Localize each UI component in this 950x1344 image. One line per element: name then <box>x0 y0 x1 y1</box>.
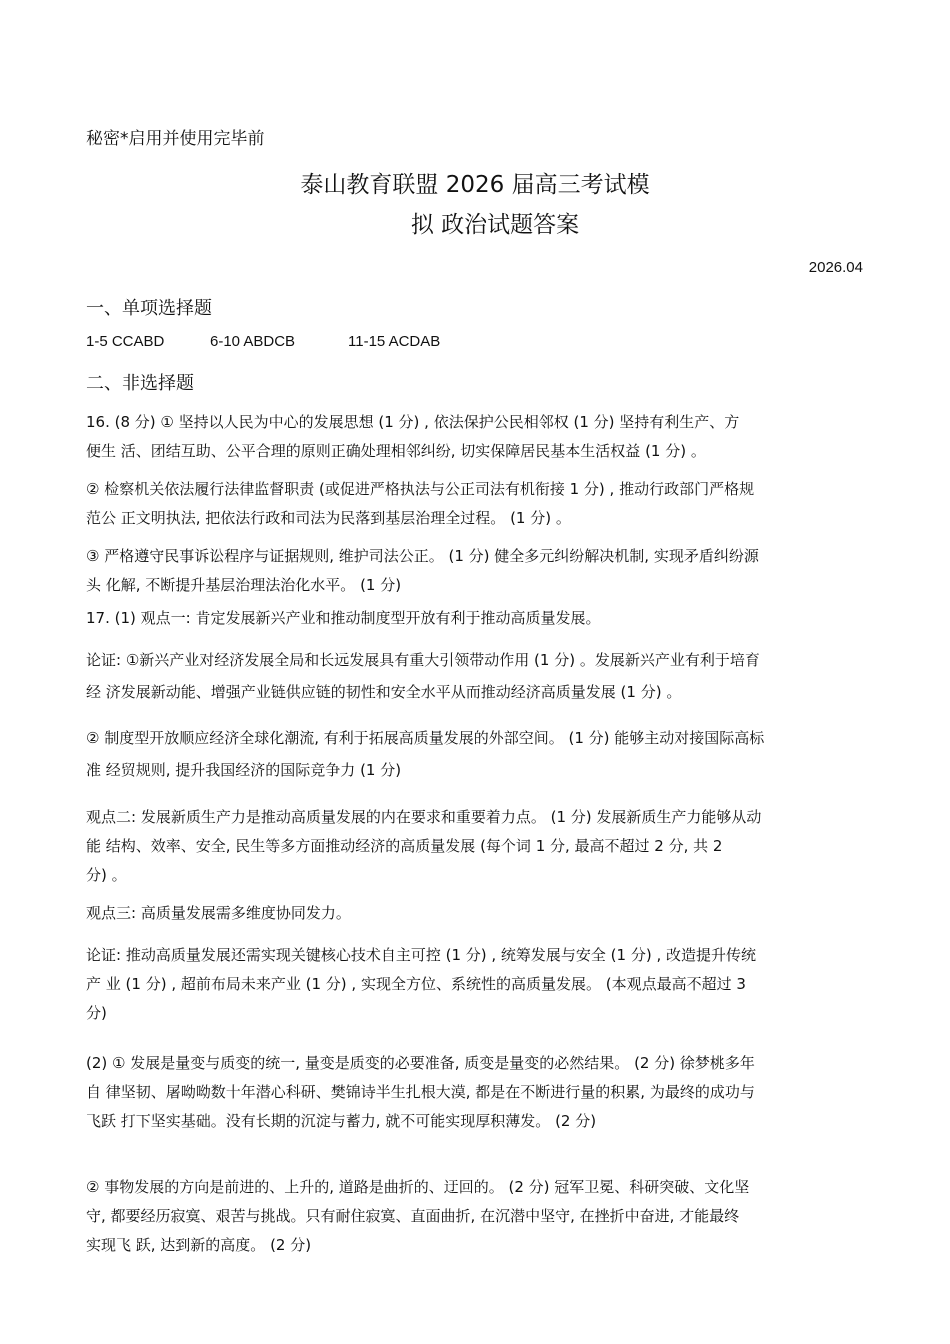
paragraph-line: 17. (1) 观点一: 肯定发展新兴产业和推动制度型开放有利于推动高质量发展。 <box>86 609 601 627</box>
exam-date: 2026.04 <box>808 259 863 276</box>
paragraph-line: 16. (8 分) ① 坚持以人民为中心的发展思想 (1 分) , 依法保护公民相邻权 (1 分) 坚持有利生产、方 <box>86 413 740 431</box>
paragraph-line: 观点三: 高质量发展需多维度协同发力。 <box>86 904 351 922</box>
paragraph-line: 产 业 (1 分) , 超前布局未来产业 (1 分) , 实现全方位、系统性的高质量发展。 (本观点最高不超过 3 <box>86 975 746 993</box>
answer-paragraph <box>86 1173 876 1260</box>
paragraph-line: ② 制度型开放顺应经济全球化潮流, 有利于拓展高质量发展的外部空间。 (1 分) 能够主动对接国际高标 <box>86 729 765 747</box>
page-title-line1: 泰山教育联盟 2026 届高三考试模 <box>300 172 650 198</box>
answer-paragraph <box>86 542 876 600</box>
paragraph-line: ③ 严格遵守民事诉讼程序与证据规则, 维护司法公正。 (1 分) 健全多元纠纷解决机制, 实现矛盾纠纷源 <box>86 547 759 565</box>
paragraph-line: 论证: 推动高质量发展还需实现关键核心技术自主可控 (1 分) , 统筹发展与安全 (1 分) , 改造提升传统 <box>86 946 757 964</box>
paragraph-line: 自 律坚韧、屠呦呦数十年潜心科研、樊锦诗半生扎根大漠, 都是在不断进行量的积累, 为最终的成功与 <box>86 1083 755 1101</box>
paragraph-line: 分) 。 <box>86 866 127 884</box>
answer-paragraph <box>86 475 876 533</box>
paragraph-line: ② 检察机关依法履行法律监督职责 (或促进严格执法与公正司法有机衔接 1 分) , 推动行政部门严格规 <box>86 480 755 498</box>
paragraph-line: 范公 正文明执法, 把依法行政和司法为民落到基层治理全过程。 (1 分) 。 <box>86 509 571 527</box>
mcq-answer-group-3: 11-15 ACDAB <box>348 333 441 350</box>
paragraph-line: 实现飞 跃, 达到新的高度。 (2 分) <box>86 1236 312 1254</box>
answer-paragraph <box>86 604 876 633</box>
paragraph-line: 便生 活、团结互助、公平合理的原则正确处理相邻纠纷, 切实保障居民基本生活权益 (1 分) 。 <box>86 442 706 460</box>
confidential-label: 秘密*启用并使用完毕前 <box>86 129 265 149</box>
paragraph-line: 论证: ①新兴产业对经济发展全局和长远发展具有重大引领带动作用 (1 分) 。发展新兴产业有利于培育 <box>86 651 760 669</box>
answer-paragraph <box>86 899 876 928</box>
paragraph-line: 守, 都要经历寂寞、艰苦与挑战。只有耐住寂寞、直面曲折, 在沉潜中坚守, 在挫折中奋进, 才能最终 <box>86 1207 740 1225</box>
paragraph-line: 头 化解, 不断提升基层治理法治化水平。 (1 分) <box>86 576 402 594</box>
paragraph-line: ② 事物发展的方向是前进的、上升的, 道路是曲折的、迂回的。 (2 分) 冠军卫冕、科研突破、文化坚 <box>86 1178 750 1196</box>
answer-paragraph <box>86 646 876 707</box>
paragraph-line: 经 济发展新动能、增强产业链供应链的韧性和安全水平从而推动经济高质量发展 (1 分) 。 <box>86 683 682 701</box>
answer-paragraph <box>86 408 876 466</box>
paragraph-line: 能 结构、效率、安全, 民生等多方面推动经济的高质量发展 (每个词 1 分, 最高不超过 2 分, 共 2 <box>86 837 723 855</box>
section2-heading: 二、非选择题 <box>86 373 194 394</box>
paragraph-line: (2) ① 发展是量变与质变的统一, 量变是质变的必要准备, 质变是量变的必然结果。 (2 分) 徐梦桃多年 <box>86 1054 755 1072</box>
answer-paragraph <box>86 724 876 785</box>
paragraph-line: 飞跃 打下坚实基础。没有长期的沉淀与蓄力, 就不可能实现厚积薄发。 (2 分) <box>86 1112 597 1130</box>
section1-heading: 一、单项选择题 <box>86 298 212 319</box>
answer-paragraph <box>86 1049 876 1136</box>
answer-paragraph <box>86 803 876 890</box>
page-title-line2: 拟 政治试题答案 <box>410 212 580 238</box>
answer-paragraph <box>86 941 876 1028</box>
mcq-answer-group-1: 1-5 CCABD <box>86 333 165 350</box>
paragraph-line: 分) <box>86 1004 107 1022</box>
mcq-answers <box>86 333 440 350</box>
paragraph-line: 观点二: 发展新质生产力是推动高质量发展的内在要求和重要着力点。 (1 分) 发展新质生产力能够从动 <box>86 808 762 826</box>
mcq-answer-group-2: 6-10 ABDCB <box>210 333 296 350</box>
paragraph-line: 准 经贸规则, 提升我国经济的国际竞争力 (1 分) <box>86 761 402 779</box>
